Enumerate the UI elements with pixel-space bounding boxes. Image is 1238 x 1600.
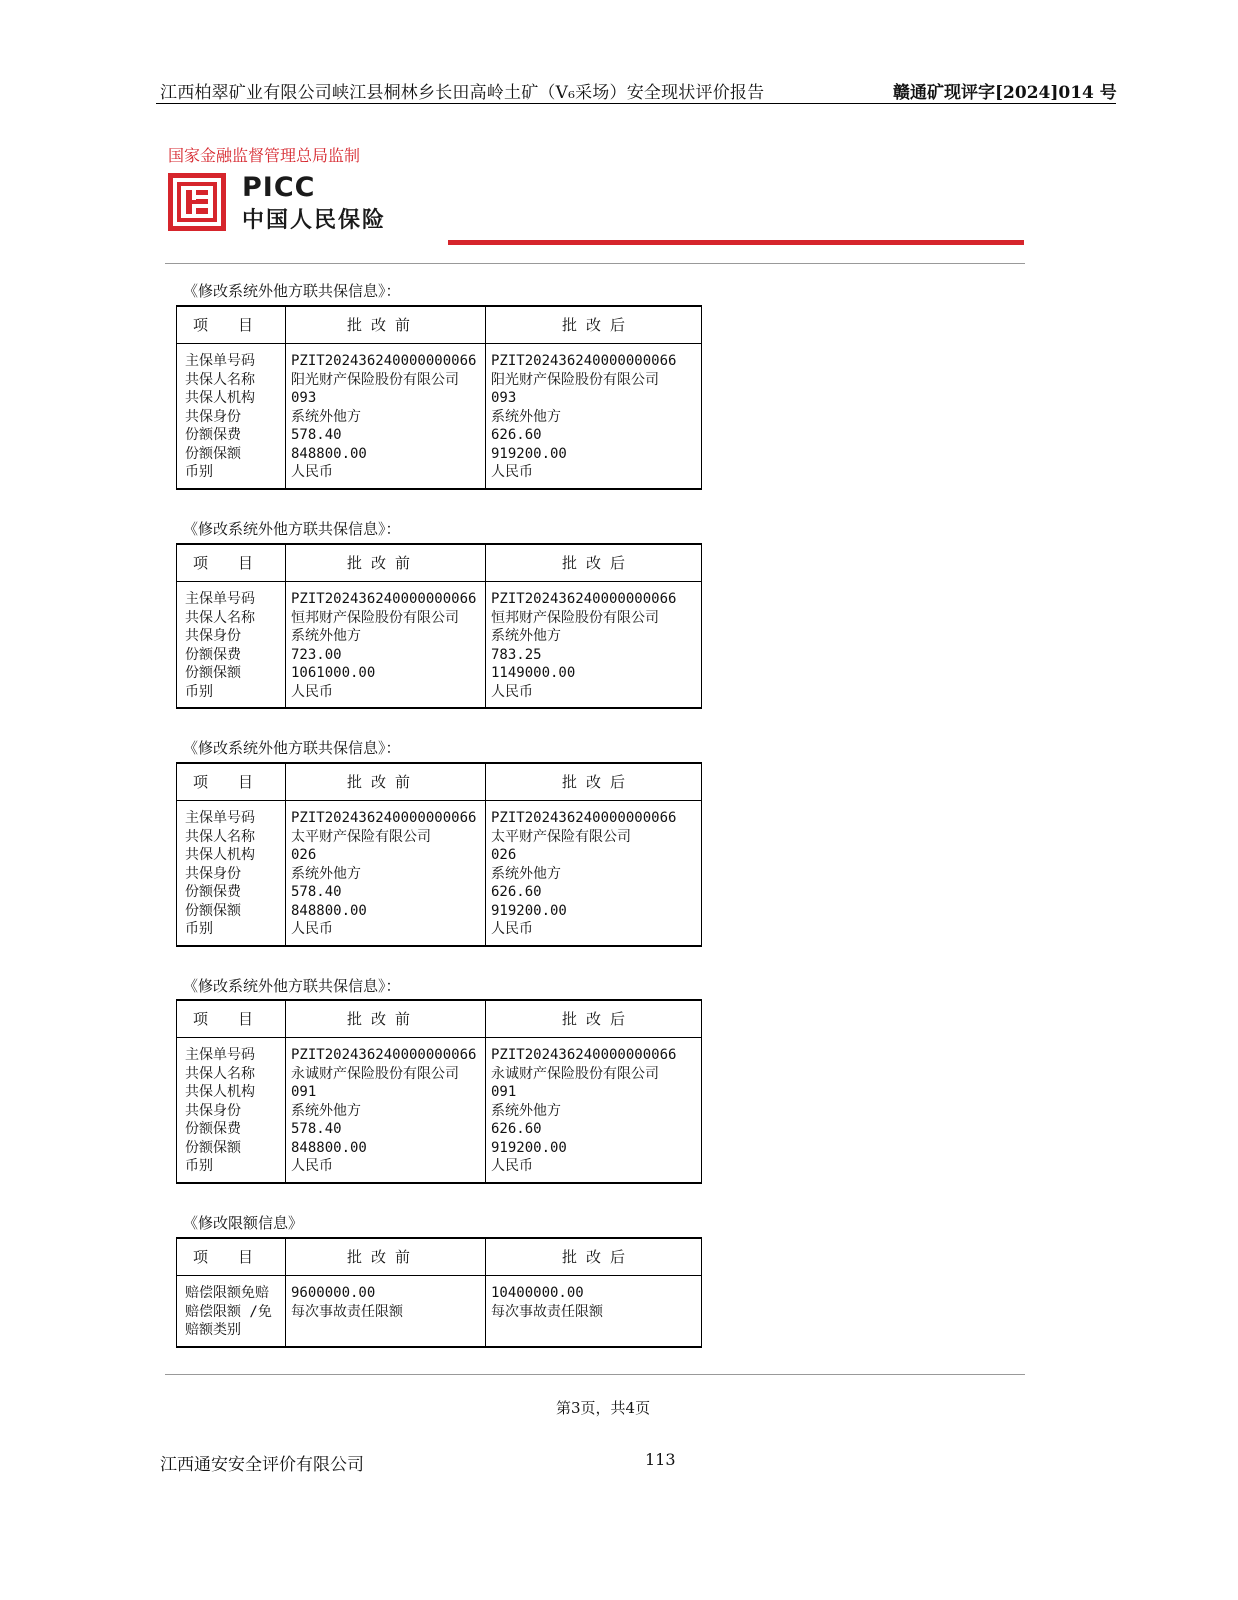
row-label: 共保人名称 (185, 1065, 255, 1082)
table-row (177, 352, 701, 371)
value-after: 783.25 (491, 646, 542, 663)
page-number: 113 (645, 1450, 676, 1469)
header-item: 项 目 (193, 316, 254, 334)
row-label: 赔偿限额 /免 (185, 1303, 272, 1320)
header-item: 项 目 (193, 1248, 254, 1266)
row-label: 份额保额 (185, 1139, 241, 1156)
value-before: 848800.00 (291, 445, 367, 462)
table-row (177, 920, 701, 939)
table-body (177, 344, 701, 488)
value-before: 848800.00 (291, 1139, 367, 1156)
table-row (177, 828, 701, 847)
value-before: PZIT202436240000000066 (291, 591, 477, 607)
table-row (177, 1284, 701, 1303)
row-label: 币别 (185, 464, 213, 480)
table-row (177, 609, 701, 628)
row-label: 共保人机构 (185, 847, 255, 863)
table-row (177, 902, 701, 921)
value-before: 人民币 (291, 1158, 333, 1174)
table-row (177, 1046, 701, 1065)
table-row (177, 463, 701, 482)
value-after: 093 (491, 390, 517, 406)
table-row (177, 1120, 701, 1139)
table-body (177, 1038, 701, 1182)
header-after: 批 改 后 (562, 773, 626, 791)
value-after: 系统外他方 (491, 628, 561, 644)
page-inner-top-rule (165, 263, 1025, 264)
table-row (177, 445, 701, 464)
value-after: 系统外他方 (491, 408, 561, 425)
value-before: 系统外他方 (291, 865, 361, 882)
header-after: 批 改 后 (562, 316, 626, 334)
value-after: 人民币 (491, 464, 533, 480)
regulator-note: 国家金融监督管理总局监制 (168, 146, 361, 165)
value-after: 人民币 (491, 683, 533, 700)
row-label: 共保人名称 (185, 609, 255, 626)
value-after: 626.60 (491, 1121, 542, 1137)
brand-accent-bar (448, 240, 1024, 245)
value-before: 9600000.00 (291, 1285, 376, 1301)
table-header (177, 764, 701, 801)
row-label: 份额保额 (185, 902, 241, 919)
table-row (177, 1139, 701, 1158)
row-label: 共保身份 (185, 865, 241, 882)
row-label: 共保人机构 (185, 1084, 255, 1100)
table-row (177, 1157, 701, 1176)
section-title: 《修改系统外他方联共保信息》： (183, 977, 401, 995)
endorsement-table (176, 1237, 702, 1348)
table-row (177, 408, 701, 427)
table-row (177, 809, 701, 828)
table-row (177, 883, 701, 902)
value-after: PZIT202436240000000066 (491, 810, 677, 826)
row-label: 赔偿限额免赔 (185, 1285, 269, 1301)
footer-company: 江西通安安全评价有限公司 (160, 1455, 364, 1475)
header-item: 项 目 (193, 1010, 254, 1028)
table-header (177, 1001, 701, 1038)
row-label: 共保人名称 (185, 828, 255, 845)
value-after: 永诚财产保险股份有限公司 (491, 1065, 659, 1082)
header-after: 批 改 后 (562, 1248, 626, 1266)
section-title: 《修改系统外他方联共保信息》： (183, 520, 401, 538)
table-row (177, 1083, 701, 1102)
row-label: 币别 (185, 683, 213, 700)
value-after: 919200.00 (491, 1139, 567, 1156)
value-after: 1149000.00 (491, 665, 576, 681)
value-before: 永诚财产保险股份有限公司 (291, 1065, 459, 1082)
value-before: 系统外他方 (291, 408, 361, 425)
value-before: PZIT202436240000000066 (291, 353, 477, 369)
table-header (177, 307, 701, 344)
table-row (177, 646, 701, 665)
row-label: 份额保额 (185, 445, 241, 462)
value-before: 人民币 (291, 921, 333, 937)
row-label: 共保人名称 (185, 371, 255, 388)
endorsement-table (176, 999, 702, 1184)
value-after: 阳光财产保险股份有限公司 (491, 371, 659, 388)
header-before: 批 改 前 (347, 554, 411, 572)
brand-name-chinese: 中国人民保险 (242, 208, 387, 233)
value-after: 系统外他方 (491, 865, 561, 882)
section-title: 《修改系统外他方联共保信息》： (183, 739, 401, 757)
table-row (177, 1321, 701, 1340)
value-before: 系统外他方 (291, 1102, 361, 1119)
table-header (177, 545, 701, 582)
table-row (177, 1065, 701, 1084)
header-after: 批 改 后 (562, 1010, 626, 1028)
table-row (177, 590, 701, 609)
value-after: 091 (491, 1084, 517, 1100)
header-after: 批 改 后 (562, 554, 626, 572)
value-before: 每次事故责任限额 (291, 1303, 403, 1320)
row-label: 份额保费 (185, 427, 241, 443)
row-label: 币别 (185, 1158, 213, 1174)
row-label: 份额保费 (185, 884, 241, 900)
table-row (177, 1303, 701, 1322)
value-after: 919200.00 (491, 445, 567, 462)
value-after: 919200.00 (491, 902, 567, 919)
value-after: 每次事故责任限额 (491, 1303, 603, 1320)
page-inner-bottom-rule (165, 1374, 1025, 1375)
section-title: 《修改限额信息》 (183, 1214, 304, 1232)
table-row (177, 865, 701, 884)
table-row (177, 627, 701, 646)
value-before: 太平财产保险有限公司 (291, 828, 431, 845)
table-body (177, 582, 701, 707)
row-label: 主保单号码 (185, 591, 255, 607)
table-body (177, 1276, 701, 1346)
value-before: 578.40 (291, 884, 342, 900)
table-row (177, 426, 701, 445)
header-item: 项 目 (193, 773, 254, 791)
row-label: 赔额类别 (185, 1322, 241, 1338)
value-before: 723.00 (291, 646, 342, 663)
row-label: 共保身份 (185, 628, 241, 644)
report-title: 江西柏翠矿业有限公司峡江县桐林乡长田高岭土矿（V₆采场）安全现状评价报告 (160, 83, 765, 103)
value-after: 人民币 (491, 921, 533, 937)
table-row (177, 1102, 701, 1121)
header-divider (156, 103, 1116, 104)
row-label: 共保人机构 (185, 390, 255, 406)
value-after: PZIT202436240000000066 (491, 353, 677, 369)
row-label: 份额保费 (185, 646, 241, 663)
value-before: 人民币 (291, 683, 333, 700)
table-row (177, 371, 701, 390)
value-before: 848800.00 (291, 902, 367, 919)
header-before: 批 改 前 (347, 316, 411, 334)
value-after: 626.60 (491, 427, 542, 443)
row-label: 份额保费 (185, 1121, 241, 1137)
table-row (177, 389, 701, 408)
value-after: PZIT202436240000000066 (491, 1047, 677, 1063)
value-before: 阳光财产保险股份有限公司 (291, 371, 459, 388)
endorsement-table (176, 543, 702, 709)
document-number: 赣通矿现评字[2024]014 号 (893, 83, 1117, 103)
value-before: 人民币 (291, 464, 333, 480)
page-indicator: 第3页，共4页 (556, 1399, 651, 1417)
section-title: 《修改系统外他方联共保信息》： (183, 282, 401, 300)
value-before: 恒邦财产保险股份有限公司 (291, 609, 459, 626)
row-label: 主保单号码 (185, 353, 255, 369)
value-after: 10400000.00 (491, 1285, 584, 1301)
row-label: 共保身份 (185, 1102, 241, 1119)
row-label: 主保单号码 (185, 810, 255, 826)
value-after: 恒邦财产保险股份有限公司 (491, 609, 659, 626)
table-body (177, 801, 701, 945)
brand-name-latin: PICC (242, 172, 316, 203)
table-row (177, 664, 701, 683)
row-label: 币别 (185, 921, 213, 937)
endorsement-table (176, 762, 702, 947)
table-row (177, 846, 701, 865)
table-row (177, 683, 701, 702)
value-before: 系统外他方 (291, 628, 361, 644)
header-before: 批 改 前 (347, 773, 411, 791)
row-label: 份额保额 (185, 665, 241, 681)
header-before: 批 改 前 (347, 1010, 411, 1028)
value-before: 578.40 (291, 427, 342, 443)
value-before: 091 (291, 1084, 317, 1100)
header-before: 批 改 前 (347, 1248, 411, 1266)
endorsement-table (176, 305, 702, 490)
value-after: 系统外他方 (491, 1102, 561, 1119)
value-after: 人民币 (491, 1158, 533, 1174)
row-label: 共保身份 (185, 408, 241, 425)
value-after: 626.60 (491, 884, 542, 900)
value-before: PZIT202436240000000066 (291, 1047, 477, 1063)
value-before: 578.40 (291, 1121, 342, 1137)
value-before: 093 (291, 390, 317, 406)
value-after: 026 (491, 847, 517, 863)
row-label: 主保单号码 (185, 1047, 255, 1063)
value-before: 026 (291, 847, 317, 863)
value-before: PZIT202436240000000066 (291, 810, 477, 826)
value-after: 太平财产保险有限公司 (491, 828, 631, 845)
value-after: PZIT202436240000000066 (491, 591, 677, 607)
table-header (177, 1239, 701, 1276)
value-before: 1061000.00 (291, 665, 376, 681)
header-item: 项 目 (193, 554, 254, 572)
picc-seal-logo (167, 172, 227, 232)
